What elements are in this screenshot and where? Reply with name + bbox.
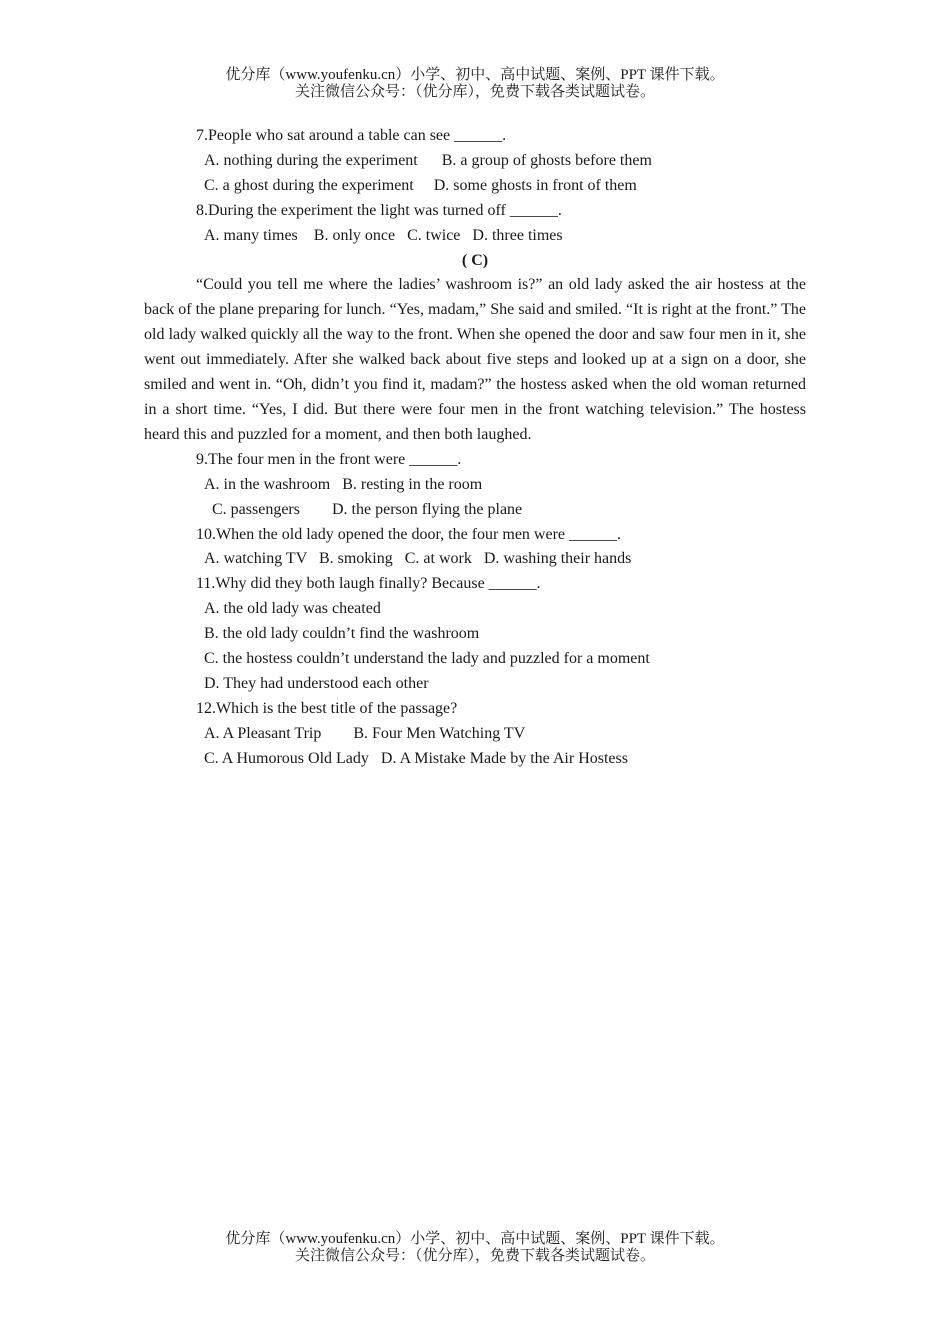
footer-line-2: 关注微信公众号：（优分库），免费下载各类试题试卷。 xyxy=(294,1248,655,1264)
question-11-option-b: B. the old lady couldn’t find the washroom xyxy=(204,625,480,643)
question-9-options-ab: A. in the washroom B. resting in the room xyxy=(204,475,483,493)
question-11-option-a: A. the old lady was cheated xyxy=(204,600,381,618)
question-7-stem: 7.People who sat around a table can see ______. xyxy=(196,127,507,144)
question-11-stem: 11.Why did they both laugh finally? Because ______. xyxy=(196,575,541,593)
question-9-stem: 9.The four men in the front were ______. xyxy=(196,450,462,468)
page-footer xyxy=(0,1231,950,1265)
question-8-stem: 8.During the experiment the light was turned off ______. xyxy=(196,201,562,219)
section-c-heading: ( C) xyxy=(461,251,489,269)
question-12-options-cd: C. A Humorous Old Lady D. A Mistake Made by the Air Hostess xyxy=(204,749,628,767)
passage-c xyxy=(144,273,806,447)
question-7-options-ab: A. nothing during the experiment B. a group of ghosts before them xyxy=(204,151,652,169)
question-10-stem: 10.When the old lady opened the door, the four men were ______. xyxy=(196,525,622,543)
question-12-options-ab: A. A Pleasant Trip B. Four Men Watching TV xyxy=(204,724,526,742)
question-11-option-c: C. the hostess couldn’t understand the lady and puzzled for a moment xyxy=(204,650,650,668)
page-header xyxy=(0,67,950,101)
question-9-options-cd: C. passengers D. the person flying the plane xyxy=(212,500,523,518)
question-8-options: A. many times B. only once C. twice D. three times xyxy=(204,226,563,244)
header-line-2: 关注微信公众号：（优分库），免费下载各类试题试卷。 xyxy=(294,84,655,100)
question-7-options-cd: C. a ghost during the experiment D. some ghosts in front of them xyxy=(204,176,637,194)
footer-line-1: 优分库（www.youfenku.cn）小学、初中、高中试题、案例、PPT 课件下载。 xyxy=(225,1231,725,1247)
passage-text: “Could you tell me where the ladies’ washroom is?” an old lady asked the air hostess at the back of the plane preparing for lunch. “Yes, madam,” She said and smiled. “It is right at the front.” The old lady walked quickly all the way to the front. When she opened the door and saw four men in it, she went out immediately. After she walked back about five steps and looked up at a sign on a door, she smiled and went in. “Oh, didn’t you find it, madam?” the hostess asked when the old woman returned in a short time. “Yes, I did. But there were four men in the front watching television.” The hostess heard this and puzzled for a moment, and then both laughed. xyxy=(144,276,806,443)
exam-content xyxy=(144,124,806,772)
question-11-option-d: D. They had understood each other xyxy=(204,674,429,692)
question-12-stem: 12.Which is the best title of the passage? xyxy=(196,699,458,717)
question-10-options: A. watching TV B. smoking C. at work D. washing their hands xyxy=(204,550,632,568)
header-line-1: 优分库（www.youfenku.cn）小学、初中、高中试题、案例、PPT 课件下载。 xyxy=(225,67,725,83)
